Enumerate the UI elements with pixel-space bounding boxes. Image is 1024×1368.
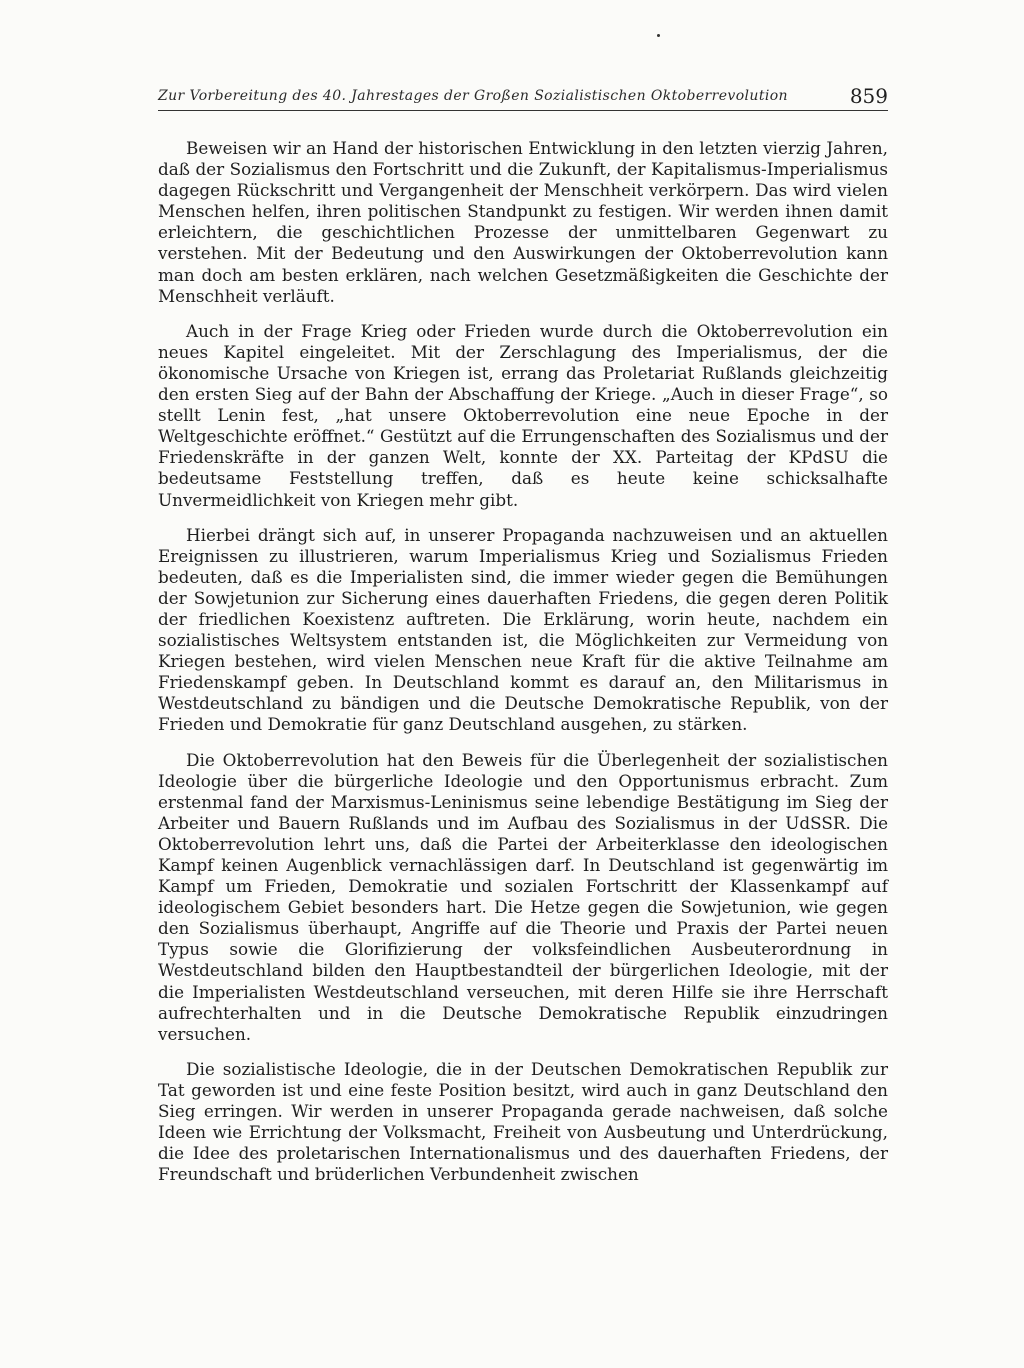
running-head: Zur Vorbereitung des 40. Jahrestages der Großen Sozialistischen Oktoberrevolution xyxy=(158,88,788,104)
paragraph-1: Beweisen wir an Hand der historischen Entwicklung in den letzten vierzig Jahren, daß der Sozialismus den Fortschritt und die Zukunft, der Kapitalismus-Imperialismus dagegen Rückschritt und Vergangenheit der Menschheit verkörpern. Das wird vielen Menschen helfen, ihren politischen Standpunkt zu festigen. Wir werden ihnen damit erleichtern, die geschichtlichen Prozesse der unmittelbaren Gegenwart zu verstehen. Mit der Bedeutung und den Auswirkungen der Oktoberrevolution kann man doch am besten erklären, nach welchen Gesetzmäßigkeiten die Geschichte der Menschheit verläuft. xyxy=(158,138,888,306)
paragraph-2: Auch in der Frage Krieg oder Frieden wurde durch die Oktoberrevolution ein neues Kapitel eingeleitet. Mit der Zerschlagung des Imperialismus, der die ökonomische Ursache von Kriegen ist, errang das Proletariat Rußlands gleichzeitig den ersten Sieg auf der Bahn der Abschaffung der Kriege. „Auch in dieser Frage“, so stellt Lenin fest, „hat unsere Oktoberrevolution eine neue Epoche in der Weltgeschichte eröffnet.“ Gestützt auf die Errungenschaften des Sozialismus und der Friedenskräfte in der ganzen Welt, konnte der XX. Parteitag der KPdSU die bedeutsame Feststellung treffen, daß es heute keine schicksalhafte Unvermeidlichkeit von Kriegen mehr gibt. xyxy=(158,320,888,510)
body-text xyxy=(158,138,888,1199)
paragraph-4: Die Oktoberrevolution hat den Beweis für die Überlegenheit der sozialistischen Ideologie über die bürgerliche Ideologie und den Opportunismus erbracht. Zum erstenmal fand der Marxismus-Leninismus seine lebendige Bestätigung im Sieg der Arbeiter und Bauern Rußlands und im Aufbau des Sozialismus in der UdSSR. Die Oktoberrevolution lehrt uns, daß die Partei der Arbeiterklasse den ideologischen Kampf keinen Augenblick vernachlässigen darf. In Deutschland ist gegenwärtig im Kampf um Frieden, Demokratie und sozialen Fortschritt der Klassenkampf auf ideologischem Gebiet besonders hart. Die Hetze gegen die Sowjetunion, wie gegen den Sozialismus überhaupt, Angriffe auf die Theorie und Praxis der Partei neuen Typus sowie die Glorifizierung der volksfeindlichen Ausbeuterordnung in Westdeutschland bilden den Hauptbestandteil der bürgerlichen Ideologie, mit der die Imperialisten Westdeutschland verseuchen, mit deren Hilfe sie ihre Herrschaft aufrechterhalten und in die Deutsche Demokratische Republik einzudringen versuchen. xyxy=(158,749,888,1044)
page-header xyxy=(158,86,888,116)
paragraph-3: Hierbei drängt sich auf, in unserer Propaganda nachzuweisen und an aktuellen Ereignissen zu illustrieren, warum Imperialismus Krieg und Sozialismus Frieden bedeuten, daß es die Imperialisten sind, die immer wieder gegen die Bemühungen der Sowjetunion zur Sicherung eines dauerhaften Friedens, die gegen deren Politik der friedlichen Koexistenz auftreten. Die Erklärung, worin heute, nachdem ein sozialistisches Weltsystem entstanden ist, die Möglichkeiten zur Vermeidung von Kriegen bestehen, wird vielen Menschen neue Kraft für die aktive Teilnahme am Friedenskampf geben. In Deutschland kommt es darauf an, den Militarismus in Westdeutschland zu bändigen und die Deutsche Demokratische Republik, von der Frieden und Demokratie für ganz Deutschland ausgehen, zu stärken. xyxy=(158,524,888,735)
print-speck xyxy=(657,34,660,37)
paragraph-5: Die sozialistische Ideologie, die in der Deutschen Demokratischen Republik zur Tat geworden ist und eine feste Position besitzt, wird auch in ganz Deutschland den Sieg erringen. Wir werden in unserer Propaganda gerade nachweisen, daß solche Ideen wie Errichtung der Volksmacht, Freiheit von Ausbeutung und Unterdrückung, die Idee des proletarischen Internationalismus und des dauerhaften Friedens, der Freundschaft und brüderlichen Verbundenheit zwischen xyxy=(158,1058,888,1185)
page-number: 859 xyxy=(849,84,888,108)
header-rule xyxy=(158,110,888,111)
